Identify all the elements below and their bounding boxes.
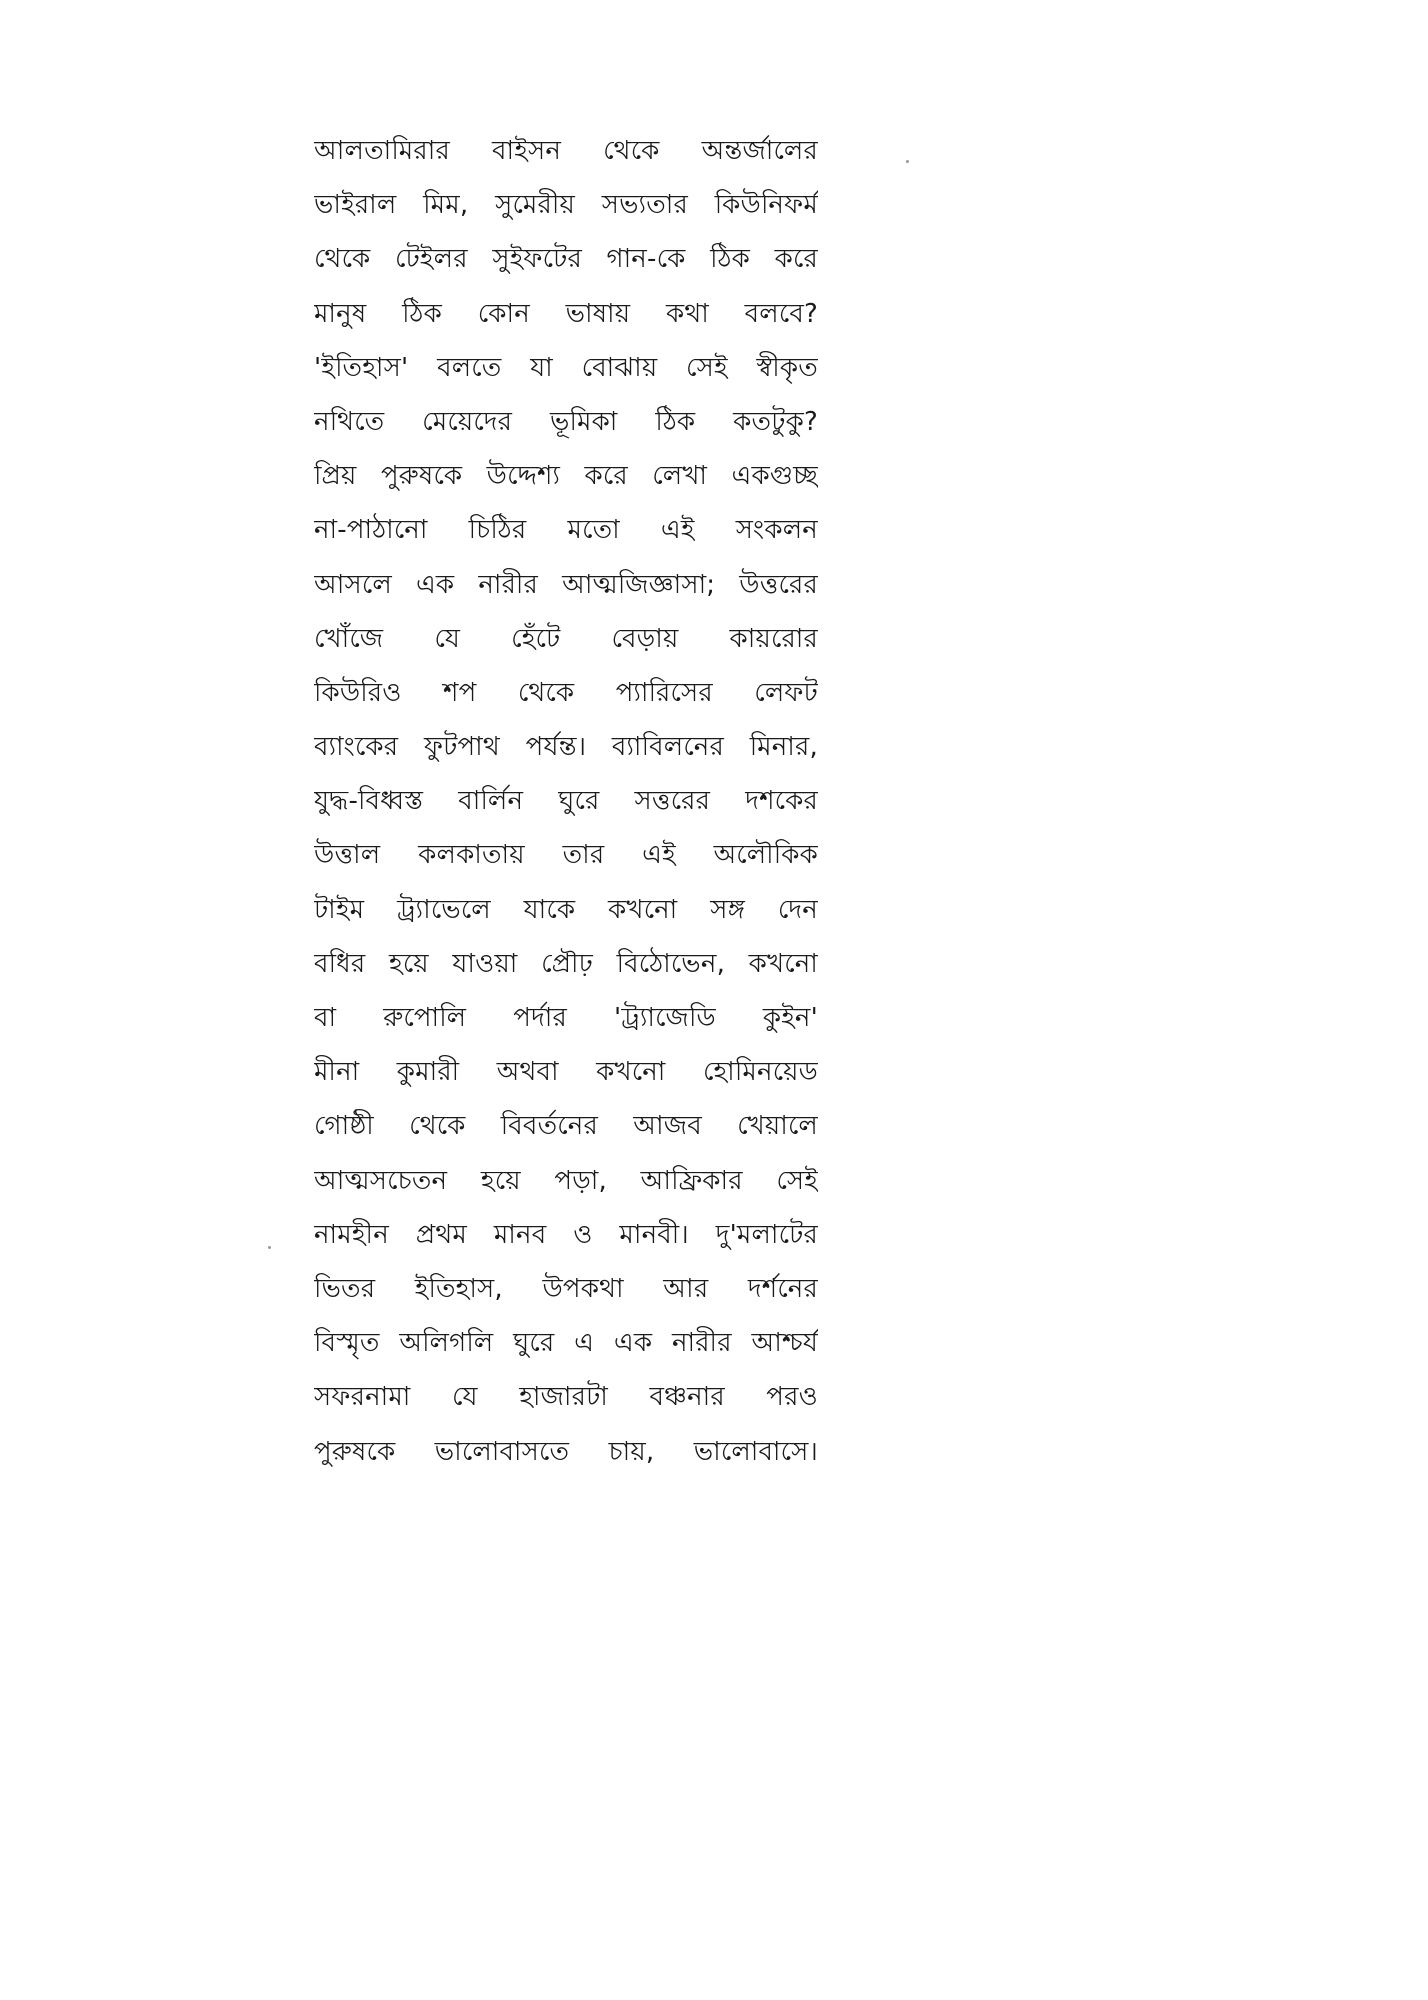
text-line: থেকে টেইলর সুইফটের গান-কে ঠিক করে xyxy=(314,244,818,275)
text-line: আসলে এক নারীর আত্মজিজ্ঞাসা; উত্তরের xyxy=(314,569,818,600)
text-line: গোষ্ঠী থেকে বিবর্তনের আজব খেয়ালে xyxy=(314,1111,818,1142)
text-line: টাইম ট্র্যাভেলে যাকে কখনো সঙ্গ দেন xyxy=(314,894,818,925)
text-line: খোঁজে যে হেঁটে বেড়ায় কায়রোর xyxy=(314,623,818,654)
text-line: প্রিয় পুরুষকে উদ্দেশ্য করে লেখা একগুচ্ছ xyxy=(314,461,818,492)
text-line: মানুষ ঠিক কোন ভাষায় কথা বলবে? xyxy=(314,298,818,329)
text-line: 'ইতিহাস' বলতে যা বোঝায় সেই স্বীকৃত xyxy=(314,352,818,383)
text-line: আত্মসচেতন হয়ে পড়া, আফ্রিকার সেই xyxy=(314,1165,818,1196)
scan-speck xyxy=(268,1246,271,1249)
text-line: আলতামিরার বাইসন থেকে অন্তর্জালের xyxy=(314,136,818,166)
text-line: ভিতর ইতিহাস, উপকথা আর দর্শনের xyxy=(314,1273,818,1304)
text-line: ব্যাংকের ফুটপাথ পর্যন্ত। ব্যাবিলনের মিনার, xyxy=(314,732,818,763)
text-line: কিউরিও শপ থেকে প্যারিসের লেফট xyxy=(314,677,818,708)
text-line: না-পাঠানো চিঠির মতো এই সংকলন xyxy=(314,515,818,546)
text-line: উত্তাল কলকাতায় তার এই অলৌকিক xyxy=(314,840,818,871)
text-line: মীনা কুমারী অথবা কখনো হোমিনয়েড xyxy=(314,1057,818,1088)
text-line: সফরনামা যে হাজারটা বঞ্চনার পরও xyxy=(314,1382,818,1413)
text-line: ভাইরাল মিম, সুমেরীয় সভ্যতার কিউনিফর্ম xyxy=(314,190,818,221)
text-line: যুদ্ধ-বিধ্বস্ত বার্লিন ঘুরে সত্তরের দশকের xyxy=(314,786,818,817)
text-line: নথিতে মেয়েদের ভূমিকা ঠিক কতটুকু? xyxy=(314,406,818,437)
text-line: বধির হয়ে যাওয়া প্রৌঢ় বিঠোভেন, কখনো xyxy=(314,948,818,979)
text-line: পুরুষকে ভালোবাসতে চায়, ভালোবাসে। xyxy=(314,1436,818,1467)
text-line: নামহীন প্রথম মানব ও মানবী। দু'মলাটের xyxy=(314,1219,818,1250)
text-line: বিস্মৃত অলিগলি ঘুরে এ এক নারীর আশ্চর্য xyxy=(314,1328,818,1359)
body-text-paragraph xyxy=(314,124,818,1479)
text-line: বা রুপোলি পর্দার 'ট্র্যাজেডি কুইন' xyxy=(314,1003,818,1033)
scan-speck xyxy=(906,160,909,163)
